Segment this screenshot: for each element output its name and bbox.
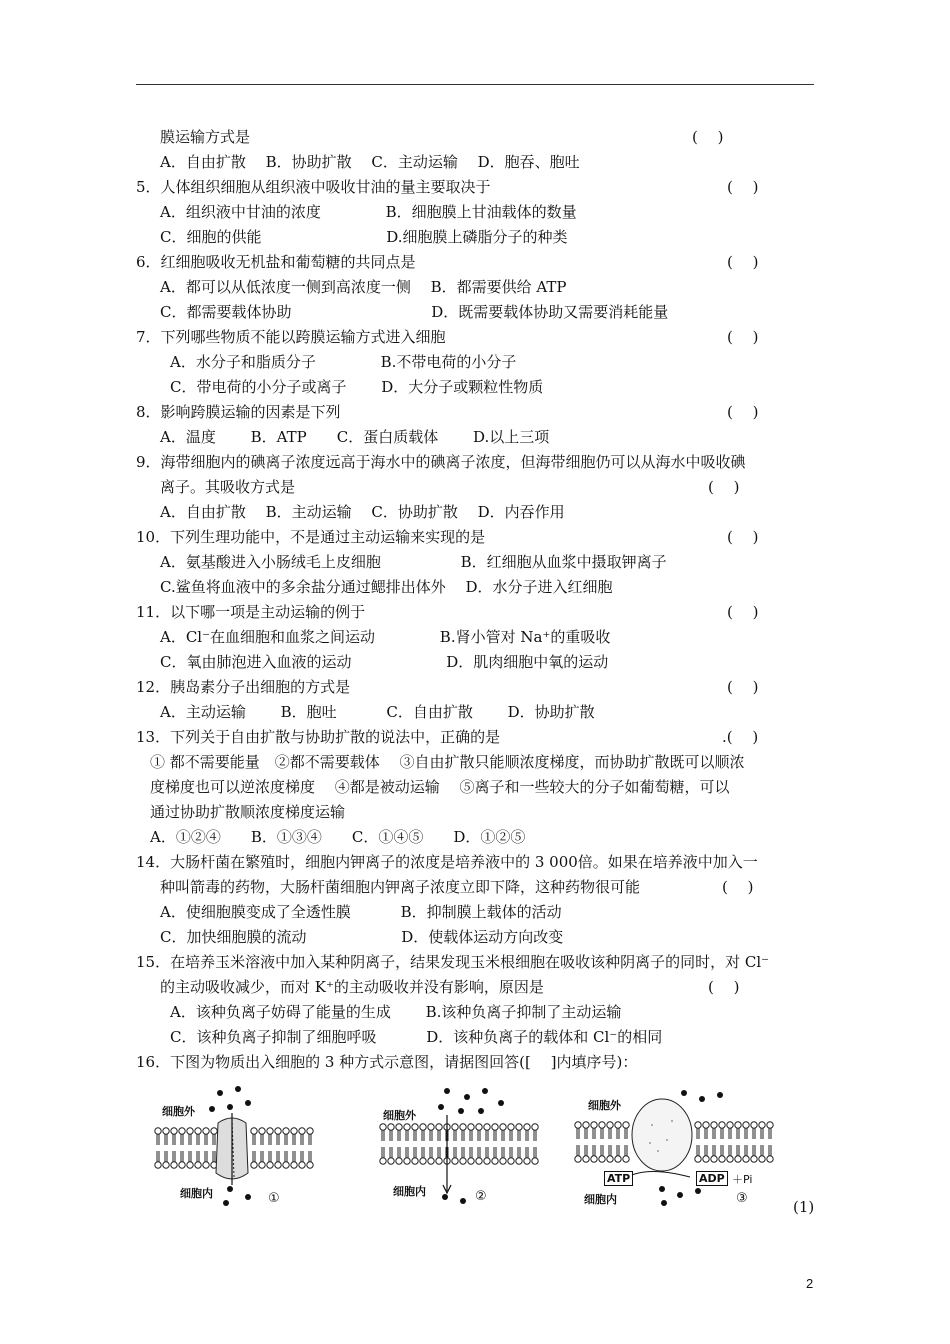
- text-line: 6．红细胞吸收无机盐和葡萄糖的共同点是: [136, 253, 416, 271]
- text-line: 离子。其吸收方式是: [160, 478, 296, 496]
- page-number: 2: [806, 1276, 814, 1291]
- text-line: A．组织液中甘油的浓度 B．细胞膜上甘油载体的数量: [160, 203, 577, 221]
- text-line: A．自由扩散 B．协助扩散 C．主动运输 D．胞吞、胞吐: [160, 153, 580, 171]
- label-inside-2: 细胞内: [393, 1185, 426, 1198]
- text-line: C.鲨鱼将血液中的多余盐分通过鳃排出体外 D．水分子进入红细胞: [160, 578, 613, 596]
- text-line: C．该种负离子抑制了细胞呼吸 D．该种负离子的载体和 Cl⁻的相同: [170, 1028, 663, 1046]
- text-line: 10．下列生理功能中，不是通过主动运输来实现的是: [136, 528, 486, 546]
- membrane-diagram-2: [375, 1085, 550, 1210]
- answer-bracket: ( ): [722, 878, 754, 896]
- text-line: 通过协助扩散顺浓度梯度运输: [150, 803, 346, 821]
- figure-simple-diffusion: [375, 1085, 550, 1210]
- answer-bracket: ( ): [727, 403, 759, 421]
- label-circle-1: ①: [268, 1191, 280, 1206]
- header-rule: [136, 84, 814, 85]
- answer-bracket: ( ): [727, 328, 759, 346]
- text-line: A．都可以从低浓度一侧到高浓度一侧 B．都需要供给 ATP: [160, 278, 567, 296]
- text-line: 9．海带细胞内的碘离子浓度远高于海水中的碘离子浓度，但海带细胞仍可以从海水中吸收碘: [136, 453, 746, 471]
- text-line: C．带电荷的小分子或离子 D．大分子或颗粒性物质: [170, 378, 544, 396]
- text-line: A．该种负离子妨碍了能量的生成 B.该种负离子抑制了主动运输: [170, 1003, 622, 1021]
- text-line: 15．在培养玉米溶液中加入某种阴离子，结果发现玉米根细胞在吸收该种阴离子的同时，对 Cl⁻: [136, 953, 770, 971]
- text-line: A．水分子和脂质分子 B.不带电荷的小分子: [170, 353, 517, 371]
- text-line: C．加快细胞膜的流动 D．使载体运动方向改变: [160, 928, 564, 946]
- text-line: 8．影响跨膜运输的因素是下列: [136, 403, 341, 421]
- answer-bracket: ( ): [727, 178, 759, 196]
- text-line: A．自由扩散 B．主动运输 C．协助扩散 D．内吞作用: [160, 503, 565, 521]
- pi-label: ＋Pi: [732, 1173, 753, 1186]
- figure-active-transport: [572, 1085, 787, 1210]
- answer-bracket: ( ): [727, 528, 759, 546]
- label-circle-3: ③: [736, 1191, 748, 1206]
- text-line: 的主动吸收减少，而对 K⁺的主动吸收并没有影响，原因是: [160, 978, 544, 996]
- text-line: A．使细胞膜变成了全透性膜 B．抑制膜上载体的活动: [160, 903, 562, 921]
- text-line: 13．下列关于自由扩散与协助扩散的说法中，正确的是: [136, 728, 501, 746]
- text-line: A．主动运输 B．胞吐 C．自由扩散 D．协助扩散: [160, 703, 595, 721]
- label-outside-2: 细胞外: [383, 1109, 416, 1122]
- label-outside-3: 细胞外: [588, 1099, 621, 1112]
- answer-bracket: ( ): [727, 253, 759, 271]
- text-line: 14．大肠杆菌在繁殖时，细胞内钾离子的浓度是培养液中的 3 000倍。如果在培养液中加入一: [136, 853, 758, 871]
- text-line: ① 都不需要能量 ②都不需要载体 ③自由扩散只能顺浓度梯度，而协助扩散既可以顺浓: [150, 753, 745, 771]
- text-line: C．细胞的供能 D.细胞膜上磷脂分子的种类: [160, 228, 568, 246]
- sub-question-marker: (1): [793, 1198, 815, 1216]
- text-line: 度梯度也可以逆浓度梯度 ④都是被动运输 ⑤离子和一些较大的分子如葡萄糖，可以: [150, 778, 730, 796]
- text-line: A．氨基酸进入小肠绒毛上皮细胞 B．红细胞从血浆中摄取钾离子: [160, 553, 667, 571]
- answer-bracket: ( ): [692, 128, 724, 146]
- label-outside-1: 细胞外: [162, 1105, 195, 1118]
- text-line: C．都需要载体协助 D．既需要载体协助又需要消耗能量: [160, 303, 669, 321]
- text-line: 7．下列哪些物质不能以跨膜运输方式进入细胞: [136, 328, 446, 346]
- text-line: 膜运输方式是: [160, 128, 251, 146]
- text-line: 11．以下哪一项是主动运输的例于: [136, 603, 366, 621]
- text-line: 12．胰岛素分子出细胞的方式是: [136, 678, 351, 696]
- atp-label: ATP: [604, 1171, 633, 1186]
- text-line: A．温度 B．ATP C．蛋白质载体 D.以上三项: [160, 428, 550, 446]
- figure-facilitated-diffusion: [150, 1085, 325, 1210]
- text-line: 16．下图为物质出入细胞的 3 种方式示意图，请据图回答([ ]内填序号)：: [136, 1053, 638, 1071]
- text-line: 种叫箭毒的药物，大肠杆菌细胞内钾离子浓度立即下降，这种药物很可能: [160, 878, 641, 896]
- membrane-diagram-1: [150, 1085, 325, 1210]
- text-line: 5．人体组织细胞从组织液中吸收甘油的量主要取决于: [136, 178, 491, 196]
- answer-bracket: ( ): [727, 678, 759, 696]
- answer-bracket: ( ): [727, 603, 759, 621]
- label-inside-1: 细胞内: [180, 1187, 213, 1200]
- answer-bracket: .( ): [722, 728, 759, 746]
- label-circle-2: ②: [475, 1189, 487, 1204]
- text-line: A．Cl⁻在血细胞和血浆之间运动 B.肾小管对 Na⁺的重吸收: [160, 628, 611, 646]
- adp-label: ADP: [696, 1171, 728, 1186]
- text-line: A．①②④ B．①③④ C．①④⑤ D．①②⑤: [150, 828, 526, 846]
- answer-bracket: ( ): [708, 978, 740, 996]
- text-line: C．氧由肺泡进入血液的运动 D．肌肉细胞中氧的运动: [160, 653, 609, 671]
- membrane-diagram-3: [572, 1085, 787, 1210]
- label-inside-3: 细胞内: [584, 1193, 617, 1206]
- answer-bracket: ( ): [708, 478, 740, 496]
